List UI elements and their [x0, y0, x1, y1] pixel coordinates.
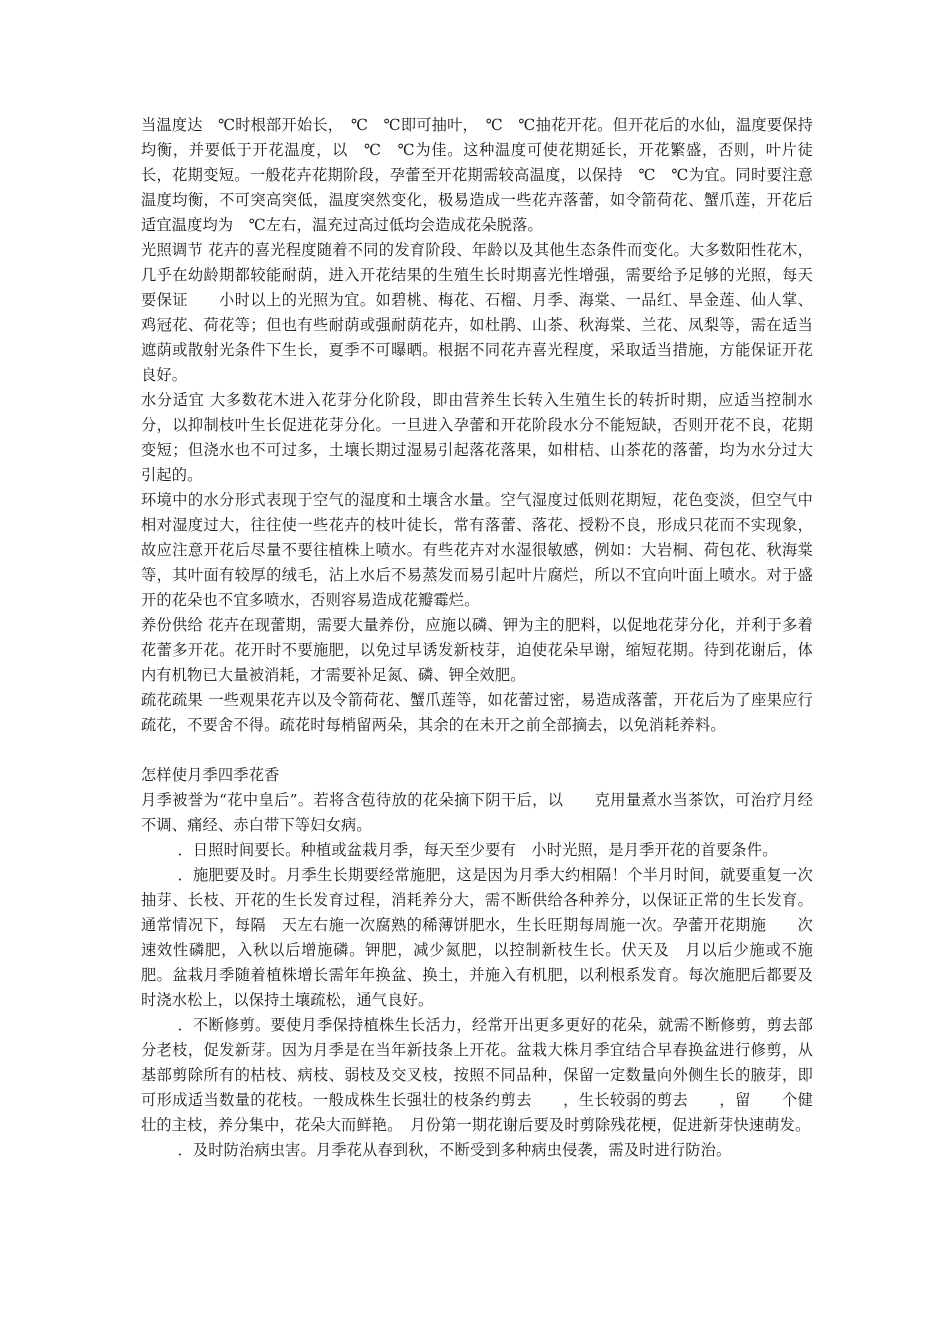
paragraph-water: 水分适宜 大多数花木进入花芽分化阶段，即由营养生长转入生殖生长的转折时期，应适当控制水分，以抑制枝叶生长促进花芽分化。一旦进入孕蕾和开花阶段水分不能短缺，否则开花不良，花期变短；但浇水也不可过多，土壤长期过湿易引起落花落果，如柑桔、山茶花的落蕾，均为水分过大引起的。 — [141, 391, 813, 484]
rose-tip-fertilizer: ．施肥要及时。月季生长期要经常施肥，这是因为月季大约相隔！个半月时间，就要重复一次抽芽、长枝、开花的生长发育过程，消耗养分大，需不断供给各种养分，以保证正常的生长发育。通常情况下，每隔 天左右施一次腐熟的稀薄饼肥水，生长旺期每周施一次。孕蕾开花期施 次速效性磷肥，入秋以后增施磷。钾肥，减少氮肥，以控制新枝生长。伏天及 月以后少施或不施肥。盆栽月季随着植株增长需年年换盆、换土，并施入有机肥，以利根系发育。每次施肥后都要及时浇水松上，以保持土壤疏松，通气良好。 — [141, 866, 813, 1009]
rose-intro: 月季被誉为“花中皇后”。若将含苞待放的花朵摘下阴干后，以 克用量煮水当茶饮，可治疗月经不调、痛经、赤白带下等妇女病。 — [141, 791, 813, 834]
paragraph-thinning: 疏花疏果 一些观果花卉以及令箭荷花、蟹爪莲等，如花蕾过密，易造成落蕾，开花后为了座果应行疏花，不要舍不得。疏花时每梢留两朵，其余的在未开之前全部摘去，以免消耗养料。 — [141, 691, 813, 734]
section-spacer — [141, 738, 813, 763]
document-page — [141, 113, 813, 1163]
rose-tip-pruning: ．不断修剪。要使月季保持植株生长活力，经常开出更多更好的花朵，就需不断修剪，剪去部分老枝，促发新芽。因为月季是在当年新技条上开花。盆栽大株月季宜结合早春换盆进行修剪，从基部剪除所有的枯枝、病枝、弱枝及交叉枝，按照不同品种，保留一定数量向外侧生长的腋芽，即可形成适当数量的花枝。一般成株生长强壮的枝条约剪去 ，生长较弱的剪去 ，留 个健壮的主枝，养分集中，花朵大而鲜艳。 月份第一期花谢后要及时剪除残花梗，促进新芽快速萌发。 — [141, 1016, 813, 1134]
section-title: 怎样使月季四季花香 — [141, 766, 280, 784]
paragraph-nutrients: 养份供给 花卉在现蕾期，需要大量养份，应施以磷、钾为主的肥料，以促地花芽分化，并利于多着花蕾多开花。花开时不要施肥，以免过早诱发新枝芽，迫使花朵早谢，缩短花期。待到花谢后，体内有机物已大量被消耗，才需要补足氮、磷、钾全效肥。 — [141, 616, 813, 684]
rose-tip-pest-control: ．及时防治病虫害。月季花从春到秋，不断受到多种病虫侵袭，需及时进行防治。 — [177, 1141, 732, 1159]
paragraph-humidity: 环境中的水分形式表现于空气的湿度和土壤含水量。空气湿度过低则花期短，花色变淡，但空气中相对湿度过大，往往使一些花卉的枝叶徒长，常有落蕾、落花、授粉不良，形成只花而不实现象，故应注意开花后尽量不要往植株上喷水。有些花卉对水湿很敏感，例如：大岩桐、荷包花、秋海棠等，其叶面有较厚的绒毛，沾上水后不易蒸发而易引起叶片腐烂，所以不宜向叶面上喷水。对于盛开的花朵也不宜多喷水，否则容易造成花瓣霉烂。 — [141, 491, 813, 609]
paragraph-temperature: 当温度达 ℃时根部开始长， ℃ ℃即可抽叶， ℃ ℃抽花开花。但开花后的水仙，温度要保持均衡，并要低于开花温度，以 ℃ ℃为佳。这种温度可使花期延长，开花繁盛，否则，叶片徒长，花期变短。一般花卉花期阶段，孕蕾至开花期需较高温度，以保持 ℃ ℃为宜。同时要注意温度均衡，不可突高突低，温度突然变化，极易造成一些花卉落蕾，如令箭荷花、蟹爪莲，开花后适宜温度均为 ℃左右，温充过高过低均会造成花朵脱落。 — [141, 116, 813, 234]
paragraph-light: 光照调节 花卉的喜光程度随着不同的发育阶段、年龄以及其他生态条件而变化。大多数阳性花木，几乎在幼龄期都较能耐荫，进入开花结果的生殖生长时期喜光性增强，需要给予足够的光照，每天要保证 小时以上的光照为宜。如碧桃、梅花、石榴、月季、海棠、一品红、旱金莲、仙人掌、鸡冠花、荷花等；但也有些耐荫或强耐荫花卉，如杜鹃、山茶、秋海棠、兰花、凤梨等，需在适当遮荫或散射光条件下生长，夏季不可曝晒。根据不同花卉喜光程度，采取适当措施，方能保证开花良好。 — [141, 241, 813, 384]
rose-tip-sunlight: ．日照时间要长。种植或盆栽月季，每天至少要有 小时光照，是月季开花的首要条件。 — [177, 841, 778, 859]
